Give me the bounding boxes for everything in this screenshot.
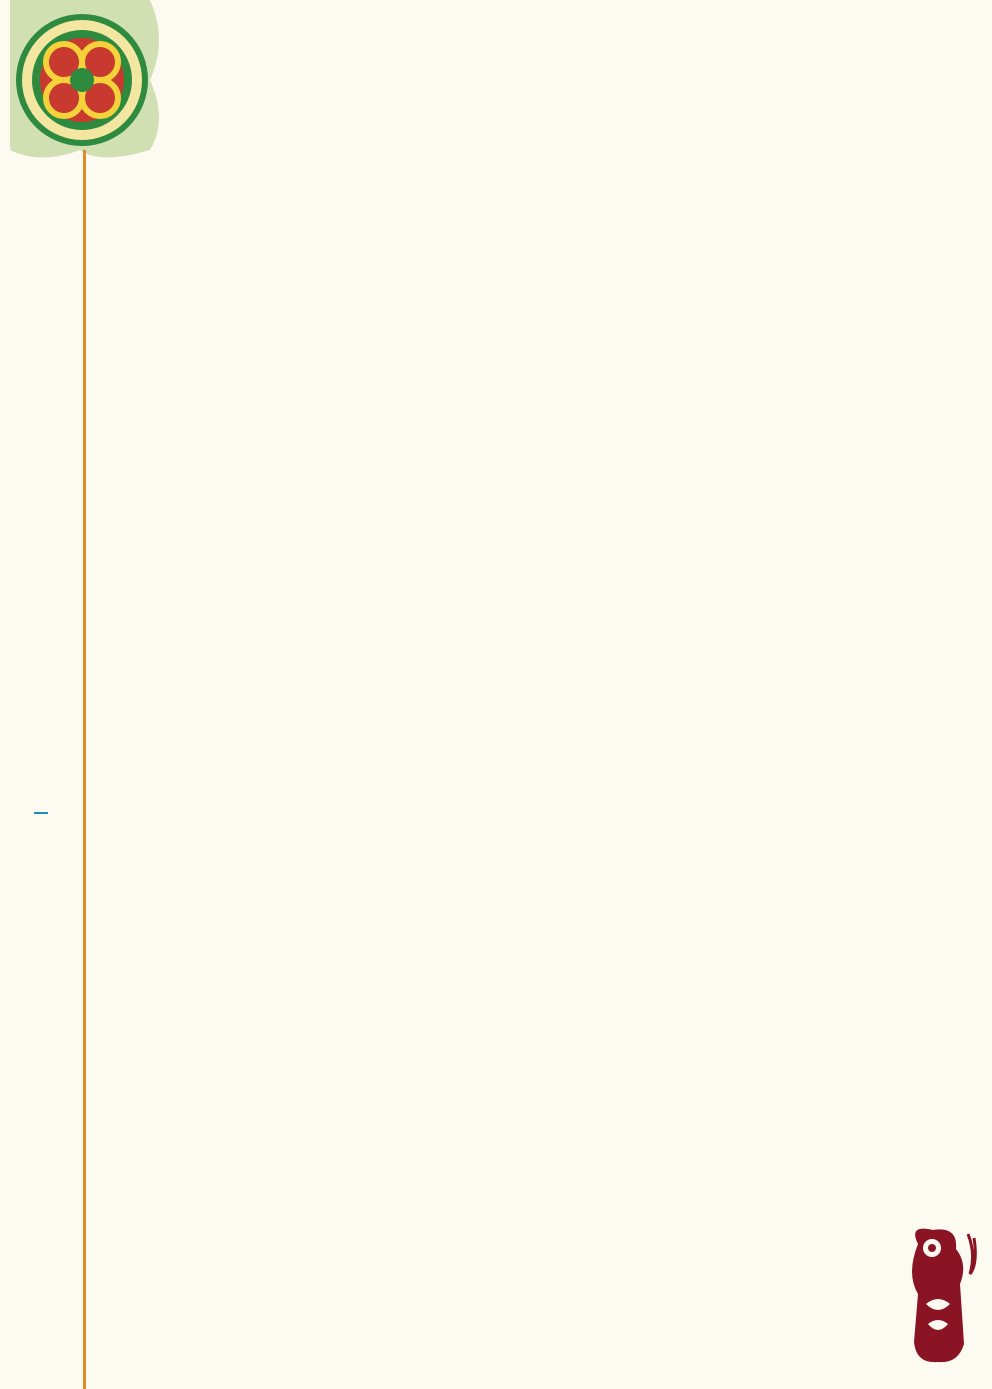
running-header-book xyxy=(28,0,68,1389)
margin-rule xyxy=(83,150,86,1389)
endless-knot-medallion-icon xyxy=(0,0,170,160)
bottom-ornament-row xyxy=(95,1272,855,1352)
top-ornament-row xyxy=(180,38,980,118)
sheep-zodiac-icon xyxy=(898,1224,978,1374)
